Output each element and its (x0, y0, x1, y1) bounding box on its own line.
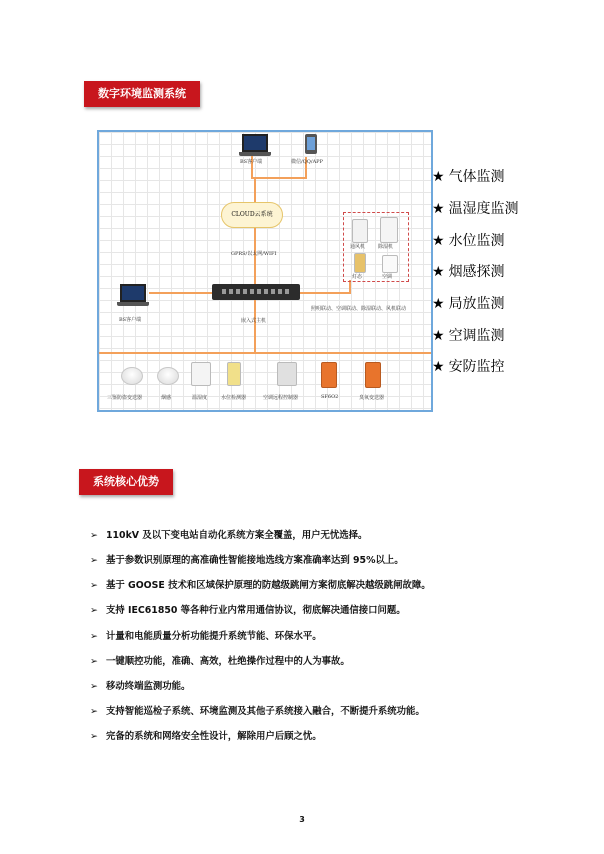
smoke-sensor-icon (157, 367, 179, 385)
cloud-system: CLOUD云系统 (221, 202, 283, 228)
bottom-label: SF6O2 (321, 394, 339, 400)
star-icon: ★ (432, 359, 445, 375)
connector-bottom-bus (99, 352, 431, 354)
page-number: 3 (299, 815, 305, 824)
feature-item: ★ 局放监测 (432, 296, 505, 312)
arrow-icon: ➢ (90, 605, 98, 616)
feature-item: ★ 水位监测 (432, 233, 505, 249)
arrow-icon: ➢ (90, 555, 98, 566)
connector-top-bar (251, 177, 307, 179)
advantage-item: ➢ 一键顺控功能，准确、高效，杜绝操作过程中的人为事故。 (90, 656, 350, 667)
bs-client-top-label: BS客户端 (240, 159, 263, 165)
advantage-item: ➢ 完备的系统和网络安全性设计，解除用户后顾之忧。 (90, 731, 322, 742)
star-icon: ★ (432, 201, 445, 217)
system-diagram (97, 130, 433, 412)
arrow-icon: ➢ (90, 706, 98, 717)
switch-icon (354, 253, 366, 273)
thermo-hygrometer-icon (191, 362, 211, 386)
section-title-advantages: 系统核心优势 (79, 469, 173, 495)
advantage-item: ➢ 支持 IEC61850 等各种行业内常用通信协议，彻底解决通信接口问题。 (90, 605, 406, 616)
light-label: 灯态 (352, 274, 363, 280)
aircon-icon (382, 255, 398, 273)
bottom-label: 空调远程控制器 (263, 395, 299, 401)
advantage-item: ➢ 110kV 及以下变电站自动化系统方案全覆盖，用户无忧选择。 (90, 530, 368, 541)
arrow-icon: ➢ (90, 656, 98, 667)
bottom-label: 三鉴防盗变送器 (107, 395, 143, 401)
star-icon: ★ (432, 233, 445, 249)
advantage-item: ➢ 移动终端监测功能。 (90, 681, 191, 692)
star-icon: ★ (432, 296, 445, 312)
bottom-label: 水位检测器 (221, 395, 247, 401)
aircon-label: 空调 (382, 274, 393, 280)
connector-right-vertical (349, 280, 351, 294)
star-icon: ★ (432, 169, 445, 185)
ac-controller-icon (277, 362, 297, 386)
dehumidifier-label: 除湿机 (378, 244, 394, 250)
connector-host-right (299, 292, 349, 294)
advantage-item: ➢ 基于 GOOSE 技术和区域保护原理的防越级跳闸方案彻底解决越级跳闸故障。 (90, 580, 431, 591)
feature-item: ★ 空调监测 (432, 328, 505, 344)
arrow-icon: ➢ (90, 681, 98, 692)
motion-sensor-icon (121, 367, 143, 385)
router-icon (212, 284, 300, 300)
wechat-app-label: 微信/QQ/APP (291, 159, 323, 165)
dehumidifier-icon (380, 217, 398, 243)
bottom-label: 烟感 (161, 395, 172, 401)
network-label: GPRS/以太网/WIFI (231, 251, 277, 257)
arrow-icon: ➢ (90, 580, 98, 591)
feature-item: ★ 气体监测 (432, 169, 505, 185)
advantage-item: ➢ 基于参数识别原理的高准确性智能接地选线方案准确率达到 95%以上。 (90, 555, 404, 566)
connector-left-host (149, 292, 214, 294)
feature-item: ★ 温湿度监测 (432, 201, 519, 217)
linkage-label: 照明联动、空调联动、除湿联动、风机联动 (311, 306, 407, 312)
section-title-monitoring: 数字环境监测系统 (84, 81, 200, 107)
linkage-devices-box (343, 212, 409, 282)
bottom-label: 温湿度 (192, 395, 208, 401)
phone-icon (305, 134, 317, 154)
advantage-item: ➢ 计量和电能质量分析功能提升系统节能、环保水平。 (90, 631, 322, 642)
advantage-item: ➢ 支持智能巡检子系统、环境监测及其他子系统接入融合，不断提升系统功能。 (90, 706, 425, 717)
bottom-label: 臭氧变送器 (359, 395, 385, 401)
fan-label: 通风机 (350, 244, 366, 250)
sf6-detector-icon (321, 362, 337, 388)
star-icon: ★ (432, 264, 445, 280)
host-label: 嵌入式主机 (241, 318, 267, 324)
bs-client-left-label: BS客户端 (119, 317, 142, 323)
water-detector-icon (227, 362, 241, 386)
star-icon: ★ (432, 328, 445, 344)
arrow-icon: ➢ (90, 631, 98, 642)
fan-icon (352, 219, 368, 243)
feature-item: ★ 安防监控 (432, 359, 505, 375)
arrow-icon: ➢ (90, 530, 98, 541)
arrow-icon: ➢ (90, 731, 98, 742)
feature-item: ★ 烟感探测 (432, 264, 505, 280)
ozone-transmitter-icon (365, 362, 381, 388)
